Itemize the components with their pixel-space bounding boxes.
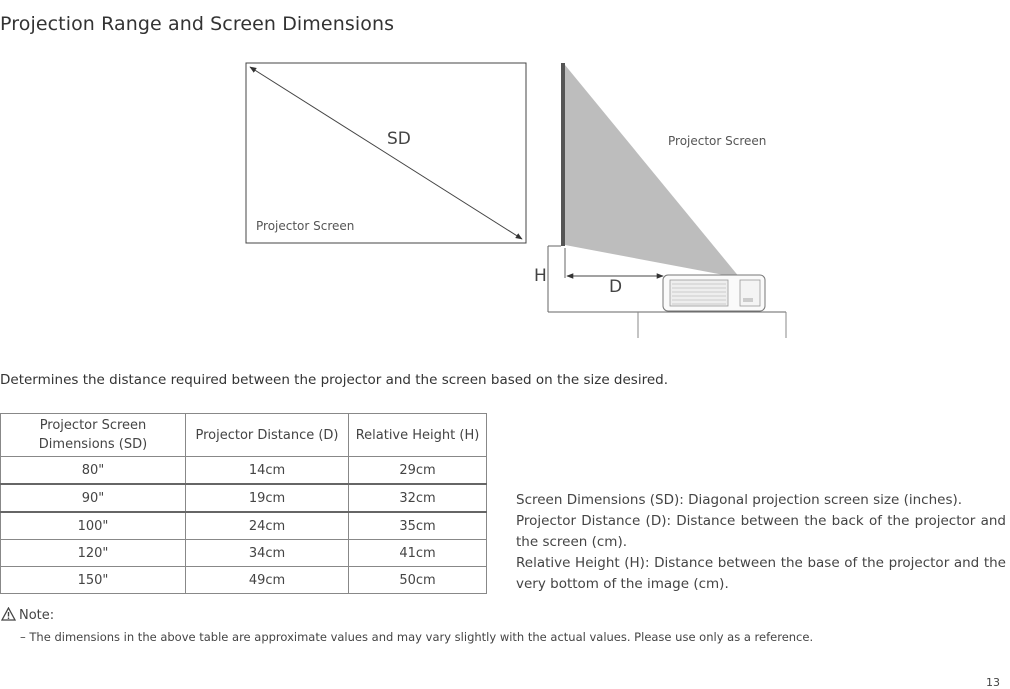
cell-h: 50cm [349,567,487,594]
projection-range-table [0,413,487,594]
note-heading-label: Note: [19,608,55,623]
intro-text: Determines the distance required between the projector and the screen based on the size desired. [0,372,669,388]
page-title: Projection Range and Screen Dimensions [0,12,395,35]
header-screen-dimensions: Projector Screen Dimensions (SD) [1,414,186,457]
cell-h: 32cm [349,484,487,512]
cell-d: 19cm [186,484,349,512]
h-label: H [534,266,547,286]
d-label: D [609,277,623,297]
definition-d: Projector Distance (D): Distance between the back of the projector and the screen (cm). [516,513,1006,550]
cell-h: 41cm [349,540,487,567]
cell-sd: 80" [1,457,186,485]
sd-diagonal-arrow [250,67,522,239]
sd-label: SD [387,129,411,149]
page-number: 13 [986,676,1000,689]
table-header-row [1,414,487,457]
cell-d: 34cm [186,540,349,567]
cell-sd: 150" [1,567,186,594]
warning-triangle-icon [1,607,16,625]
cell-sd: 100" [1,512,186,540]
front-screen-label: Projector Screen [256,219,355,233]
table-row [1,484,487,512]
projector-illustration [663,275,765,311]
cell-sd: 120" [1,540,186,567]
side-screen-label: Projector Screen [668,134,767,148]
definitions-block [516,490,1006,595]
projection-beam [565,65,740,278]
note-heading [1,607,54,625]
table-row [1,512,487,540]
cell-d: 14cm [186,457,349,485]
table-row [1,567,487,594]
cell-h: 35cm [349,512,487,540]
table-row [1,540,487,567]
header-projector-distance: Projector Distance (D) [186,414,349,457]
cell-h: 29cm [349,457,487,485]
table-row [1,457,487,485]
header-relative-height: Relative Height (H) [349,414,487,457]
cell-sd: 90" [1,484,186,512]
cell-d: 24cm [186,512,349,540]
note-text: – The dimensions in the above table are approximate values and may vary slightly with the actual values. Please use only as a reference. [20,630,814,644]
definition-sd: Screen Dimensions (SD): Diagonal projection screen size (inches). [516,492,963,508]
cell-d: 49cm [186,567,349,594]
side-screen [561,63,565,246]
definition-h: Relative Height (H): Distance between the base of the projector and the very bottom of the image (cm). [516,555,1006,592]
